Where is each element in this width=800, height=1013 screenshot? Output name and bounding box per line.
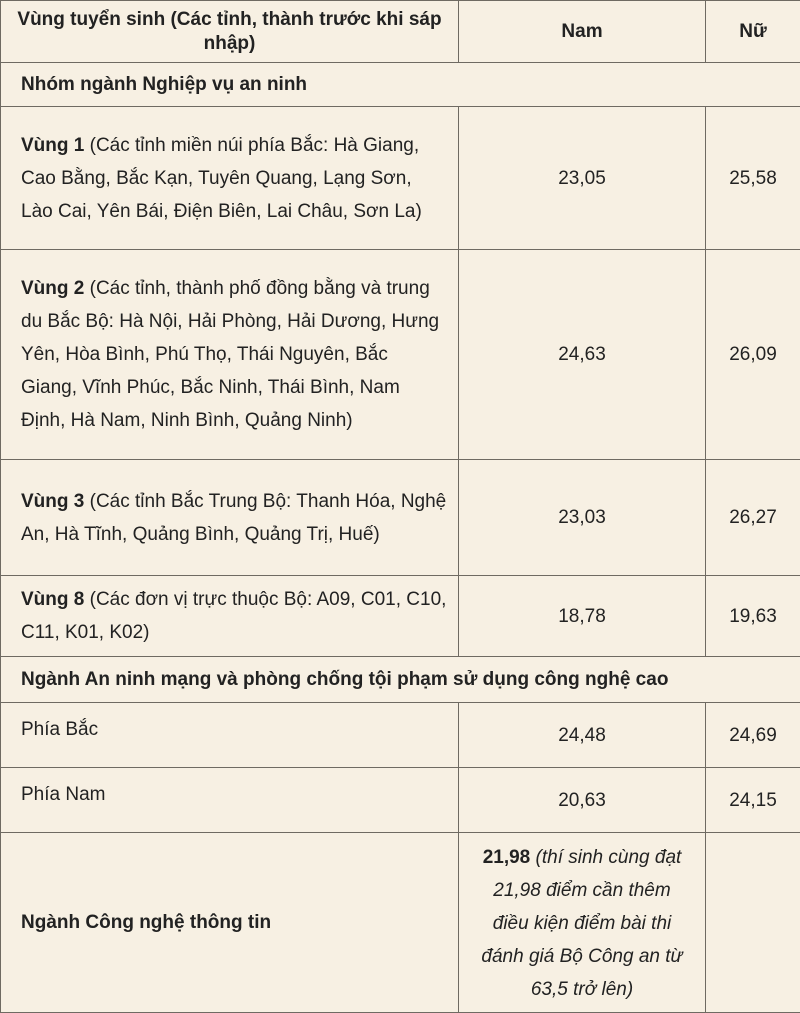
table-row <box>1 460 800 576</box>
region-desc: (Các tỉnh miền núi phía Bắc: Hà Giang, Cao Bằng, Bắc Kạn, Tuyên Quang, Lạng Sơn, Lào Cai, Yên Bái, Điện Biên, Lai Châu, Sơn La) <box>21 135 422 222</box>
male-score: 24,48 <box>459 703 706 768</box>
region-cell: Phía Bắc <box>1 703 459 768</box>
male-score: 20,63 <box>459 768 706 833</box>
region-desc: (Các tỉnh Bắc Trung Bộ: Thanh Hóa, Nghệ An, Hà Tĩnh, Quảng Bình, Quảng Trị, Huế) <box>21 491 446 545</box>
empty-cell <box>706 833 800 1013</box>
it-score-cell <box>459 833 706 1013</box>
male-score: 24,63 <box>459 250 706 460</box>
table-row <box>1 250 800 460</box>
region-cell: Phía Nam <box>1 768 459 833</box>
female-score: 19,63 <box>706 576 800 657</box>
group-security-label: Nhóm ngành Nghiệp vụ an ninh <box>1 63 800 107</box>
major-name: Ngành Công nghệ thông tin <box>1 833 459 1013</box>
table-row <box>1 107 800 250</box>
table-row <box>1 576 800 657</box>
male-score: 23,05 <box>459 107 706 250</box>
group-row-security <box>1 63 800 107</box>
male-score: 18,78 <box>459 576 706 657</box>
male-score: 23,03 <box>459 460 706 576</box>
female-score: 24,69 <box>706 703 800 768</box>
header-row <box>1 1 800 63</box>
it-score-note: (thí sinh cùng đạt 21,98 điểm cần thêm điều kiện điểm bài thi đánh giá Bộ Công an từ 63,5 trở lên) <box>481 847 682 1000</box>
region-name: Vùng 8 <box>21 589 84 610</box>
region-cell <box>1 250 459 460</box>
table-row <box>1 768 800 833</box>
female-score: 26,09 <box>706 250 800 460</box>
region-desc: (Các đơn vị trực thuộc Bộ: A09, C01, C10, C11, K01, K02) <box>21 589 446 643</box>
header-region: Vùng tuyển sinh (Các tỉnh, thành trước khi sáp nhập) <box>1 1 459 63</box>
region-cell <box>1 576 459 657</box>
region-desc: (Các tỉnh, thành phố đồng bằng và trung du Bắc Bộ: Hà Nội, Hải Phòng, Hải Dương, Hưng Yên, Hòa Bình, Phú Thọ, Thái Nguyên, Bắc Giang, Vĩnh Phúc, Bắc Ninh, Thái Bình, Nam Định, Hà Nam, Ninh Bình, Quảng Ninh) <box>21 278 439 431</box>
region-name: Vùng 1 <box>21 135 84 156</box>
female-score: 24,15 <box>706 768 800 833</box>
table-row <box>1 703 800 768</box>
region-cell <box>1 107 459 250</box>
table-row <box>1 833 800 1013</box>
group-cyber-label: Ngành An ninh mạng và phòng chống tội phạm sử dụng công nghệ cao <box>1 657 800 703</box>
header-male: Nam <box>459 1 706 63</box>
region-name: Vùng 2 <box>21 278 84 299</box>
female-score: 25,58 <box>706 107 800 250</box>
female-score: 26,27 <box>706 460 800 576</box>
header-female: Nữ <box>706 1 800 63</box>
it-score: 21,98 <box>483 847 531 868</box>
region-cell <box>1 460 459 576</box>
group-row-cyber <box>1 657 800 703</box>
region-name: Vùng 3 <box>21 491 84 512</box>
